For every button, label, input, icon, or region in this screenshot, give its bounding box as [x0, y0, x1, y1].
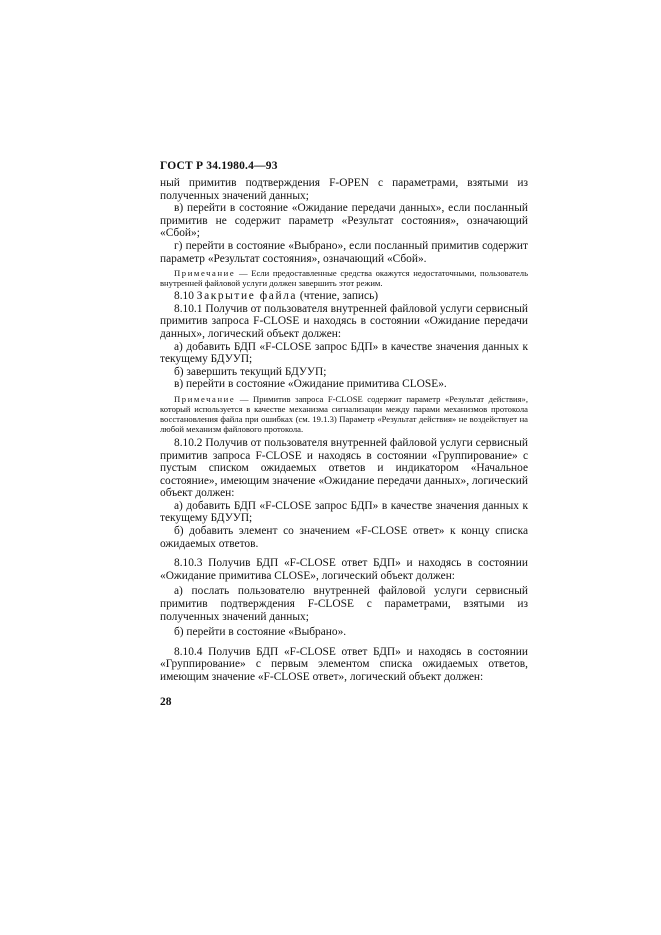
note-text: — Если предоставленные средства окажутся недостаточными, пользователь внутренней файловой услуги должен завершить этот режим. — [160, 268, 528, 289]
section-number: 8.10 — [174, 290, 197, 303]
list-item-v: в) перейти в состояние «Ожидание передачи данных», если посланный примитив не содержит параметр «Результат состояния», означающий «Сбой»; — [160, 202, 528, 240]
list-item-v: в) перейти в состояние «Ожидание примитива CLOSE». — [174, 378, 447, 391]
paragraph-continuation: ный примитив подтверждения F-OPEN с параметрами, взятыми из полученных значений данных; — [160, 177, 528, 202]
list-item-a: а) добавить БДП «F-CLOSE запрос БДП» в качестве значения данных к текущему БДУУП; — [160, 340, 528, 366]
list-item-a: а) послать пользователю внутренней файловой услуги сервисный примитив подтверждения F-CLOSE с параметрами, взятыми из полученных значений данных; — [160, 585, 528, 623]
note-1 — [160, 268, 528, 288]
document-page — [160, 160, 528, 708]
note-2 — [160, 394, 528, 434]
note-text: — Примитив запроса F-CLOSE содержит параметр «Результат действия», который используется в качестве механизма сигнализации между парами механизмов протокола восстановления файла при ошибках (см. 19.1.3) Параметр «Результат действия» не воздействует на любой механизм файлового протокола. — [160, 393, 528, 434]
list-item-b: б) добавить элемент со значением «F-CLOSE ответ» к концу списка ожидаемых ответов. — [160, 525, 528, 550]
note-label: Примечание — [174, 268, 236, 279]
document-header: ГОСТ Р 34.1980.4—93 — [160, 160, 278, 172]
section-title: Закрытие файла — [196, 290, 298, 303]
paragraph-8-10-1: 8.10.1 Получив от пользователя внутренней файловой услуги сервисный примитив запроса F-CLOSE и находясь в состоянии «Ожидание передачи данных», логический объект должен: — [160, 302, 528, 340]
page-number: 28 — [160, 695, 172, 708]
note-label: Примечание — [174, 393, 236, 404]
paragraph-8-10-3: 8.10.3 Получив БДП «F-CLOSE ответ БДП» и находясь в состоянии «Ожидание примитива CLOSE», логический объект должен: — [160, 557, 528, 582]
paragraph-8-10-4: 8.10.4 Получив БДП «F-CLOSE ответ БДП» и находясь в состоянии «Группирование» с первым элементом списка ожидаемых ответов, имеющим значение «F-CLOSE ответ», логический объект должен: — [160, 645, 528, 683]
paragraph-8-10-2: 8.10.2 Получив от пользователя внутренней файловой услуги сервисный примитив запроса F-CLOSE и находясь в состоянии «Группирование» с пустым списком ожидаемых ответов и индикатором «Начальное состояние», имеющим значение «Ожидание передачи данных», логический объект должен: — [160, 436, 528, 500]
list-item-b: б) завершить текущий БДУУП; — [174, 365, 327, 378]
section-title-suffix: (чтение, запись) — [297, 290, 379, 303]
list-item-a: а) добавить БДП «F-CLOSE запрос БДП» в качестве значения данных к текущему БДУУП; — [160, 499, 528, 525]
list-item-g: г) перейти в состояние «Выбрано», если посланный примитив содержит параметр «Результат состояния», означающий «Сбой». — [160, 239, 528, 265]
section-heading-8-10 — [160, 290, 528, 303]
list-item-b: б) перейти в состояние «Выбрано». — [174, 626, 347, 639]
